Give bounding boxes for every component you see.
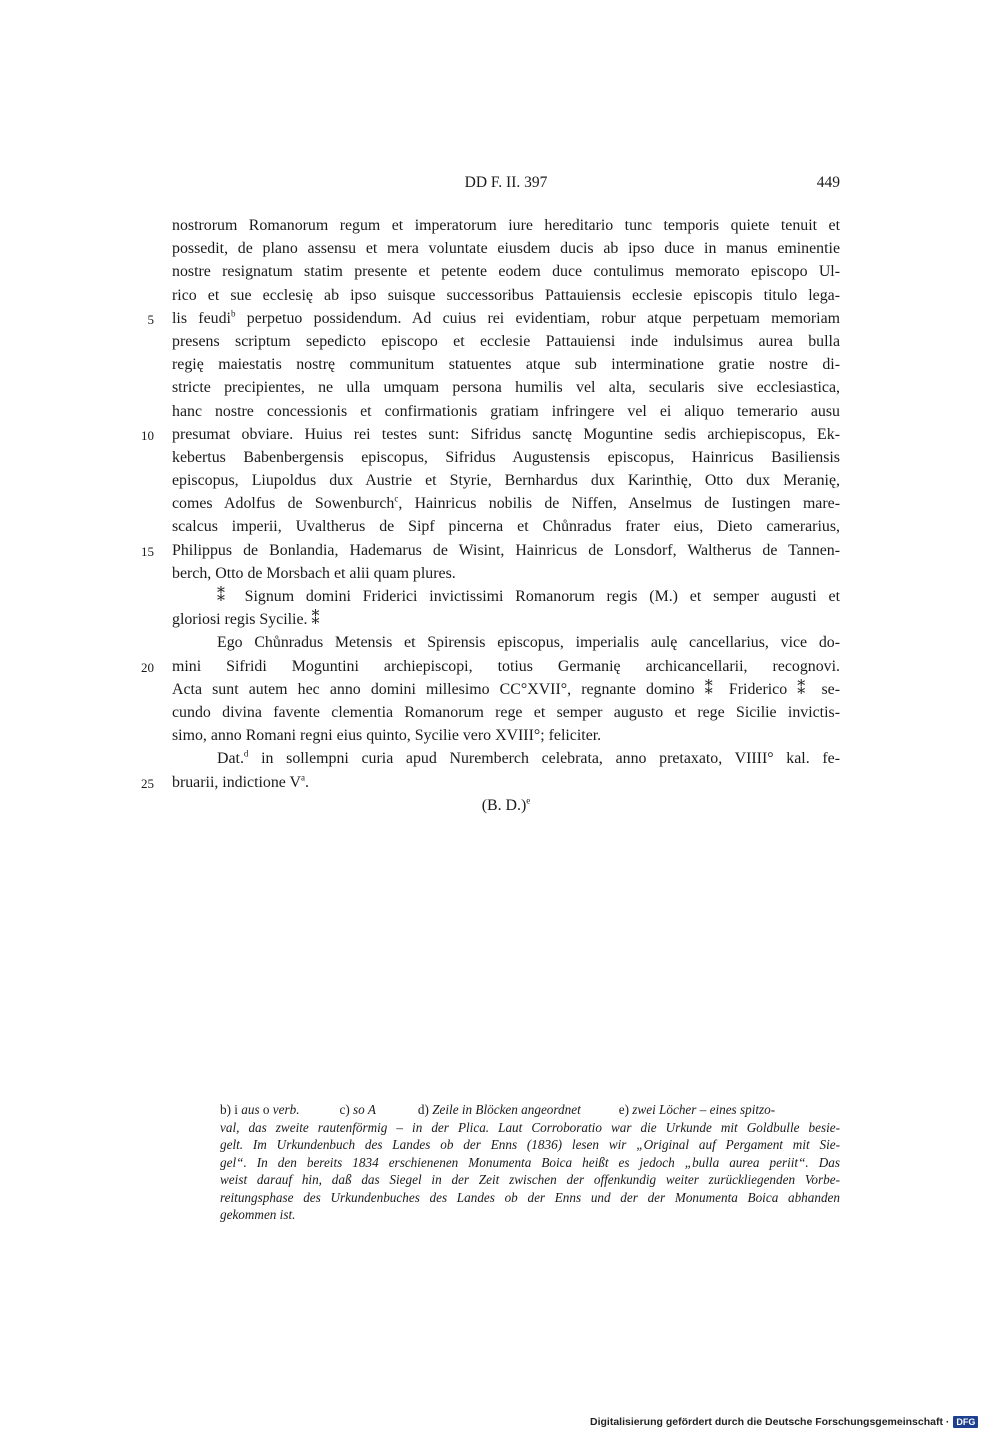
text-line: ⁑ Signum domini Friderici invictissimi Romanorum regis (M.) et semper augusti et (217, 588, 840, 605)
text-line: stricte precipientes, ne ulla umquam persona humilis vel alta, secularis sive ecclesiastica, (172, 379, 840, 397)
footnote-ref: d (243, 749, 249, 760)
text-segment: bruarii, indictione V (172, 773, 302, 791)
text-line: gloriosi regis Sycilie. ⁑ (172, 611, 320, 629)
text-segment: in sollempni curia apud Nuremberch celebrata, anno pretaxato, VIIII° kal. fe- (248, 750, 840, 768)
text-segment: comes Adolfus de Sowenburch (172, 495, 395, 513)
text-line: regię maiestatis nostrę communitum statuentes atque sub interminatione gratie nostre di- (172, 356, 840, 374)
text-segment: perpetuo possidendum. Ad cuius rei evidentiam, robur atque perpetuam memoriam (235, 309, 841, 327)
text-line (172, 492, 840, 515)
text-line: episcopus, Liupoldus dux Austrie et Styrie, Bernhardus dux Karinthię, Otto dux Meranię, (172, 472, 840, 490)
footnote-label: b) i (220, 1102, 242, 1117)
line-number: 5 (147, 312, 154, 327)
footnote-label: d) (417, 1102, 433, 1117)
footnote-line (220, 1189, 840, 1207)
text-line: Acta sunt autem hec anno domini millesimo CC°XVII°, regnante domino ⁑ Friderico ⁑ se- (172, 680, 840, 698)
footnote-ref: a (301, 772, 306, 783)
text-line (172, 747, 840, 770)
text-segment: , Hainricus nobilis de Niffen, Anselmus de Iustingen mare- (398, 495, 840, 513)
line-number: 15 (141, 544, 154, 559)
footnote-line (220, 1119, 840, 1137)
text-line: nostrorum Romanorum regum et imperatorum iure hereditario tunc temporis quiete tenuit et (172, 217, 840, 234)
text-line: Philippus de Bonlandia, Hademarus de Wisint, Hainricus de Lonsdorf, Waltherus de Tannen- (172, 541, 840, 559)
footnote-text: zwei Löcher – eines spitzo- (632, 1102, 776, 1117)
text-line (172, 794, 840, 817)
footnote-line (220, 1101, 840, 1119)
text-line: possedit, de plano assensu et mera voluntate eiusdem ducis ab ipso duce in manus eminentie (172, 240, 840, 258)
text-segment: lis feudi (172, 309, 231, 327)
running-title: DD F. II. 397 (464, 174, 548, 191)
funding-text: Digitalisierung gefördert durch die Deutsche Forschungsgemeinschaft · (590, 1416, 950, 1428)
text-line: rico et sue ecclesię ab ipso suisque successoribus Pattauiensis ecclesie episcopis titulo lega- (172, 286, 840, 304)
dfg-logo: DFG (953, 1416, 978, 1428)
text-segment: Dat. (217, 750, 244, 768)
funding-footer (590, 1416, 990, 1432)
footnote-text: so A (353, 1102, 376, 1117)
footnote-label: c) (339, 1102, 354, 1117)
footnote-line (220, 1171, 840, 1189)
line-number: 10 (141, 428, 154, 443)
footnote-ref: b (230, 308, 236, 319)
text-line: nostre resignatum statim presente et petente eodem duce contulimus memorato episcopo Ul- (172, 263, 840, 281)
page-number: 449 (816, 174, 840, 191)
footnote-text: gekommen ist. (220, 1207, 296, 1222)
running-header (172, 174, 840, 194)
line-number: 25 (141, 776, 154, 791)
text-line: kebertus Babenbergensis episcopus, Sifridus Augustensis episcopus, Hainricus Basiliensis (172, 448, 840, 466)
footnote-label: e) (618, 1102, 633, 1117)
footnote-text: gel“. In den bereits 1834 erschienenen Monumenta Boica heißt es jedoch „bulla aurea periit“. Das (220, 1154, 840, 1170)
text-line (172, 307, 840, 330)
footnote-line (220, 1154, 840, 1172)
footnotes (220, 1101, 840, 1224)
text-line: cundo divina favente clementia Romanorum rege et semper augusto et rege Sicilie invictis- (172, 703, 840, 721)
text-line: berch, Otto de Morsbach et alii quam plures. (172, 564, 456, 582)
text-line: scalcus imperii, Uvaltherus de Sipf pincerna et Chůnradus frater eius, Dieto camerarius, (172, 518, 840, 536)
line-number: 20 (141, 660, 154, 675)
footnote-text: o (259, 1102, 273, 1117)
footnote-text: Zeile in Blöcken angeordnet (432, 1102, 581, 1117)
footnote-text: aus (241, 1102, 260, 1117)
footnote-line (220, 1206, 840, 1224)
footnote-text: val, das zweite rautenförmig – in der Plica. Laut Corroboratio war die Urkunde mit Goldbulle besie- (220, 1119, 840, 1135)
text-segment: . (305, 773, 309, 791)
footnote-ref: c (394, 493, 399, 504)
text-line: hanc nostre concessionis et confirmationis gratiam infringere vel ei aliquo temerario ausu (172, 402, 840, 420)
footnote-text: verb. (272, 1102, 300, 1117)
text-line (172, 771, 840, 794)
footnote-text: weist darauf hin, daß das Siegel in der Zeit zwischen der offenkundig weiter zurückliegenden Vorbe- (220, 1172, 840, 1187)
seal-note: (B. D.) (481, 796, 527, 814)
footnote-line (220, 1136, 840, 1154)
text-line: simo, anno Romani regni eius quinto, Sycilie vero XVIII°; feliciter. (172, 727, 602, 745)
text-line: mini Sifridi Moguntini archiepiscopi, totius Germanię archicancellarii, recognovi. (172, 657, 840, 675)
document-body (172, 214, 840, 817)
text-line: presens scriptum sepedicto episcopo et ecclesie Pattauiensi inde indulsimus aurea bulla (172, 332, 840, 350)
footnote-text: gelt. Im Urkundenbuch des Landes ob der Enns (1836) lesen wir „Original auf Pergament mit Sie- (220, 1137, 840, 1152)
text-line: presumat obviare. Huius rei testes sunt: Sifridus sanctę Moguntine sedis archiepiscopus, Ek- (172, 425, 840, 443)
text-line: Ego Chůnradus Metensis et Spirensis episcopus, imperialis aulę cancellarius, vice do- (217, 634, 840, 652)
footnote-text: reitungsphase des Urkundenbuches des Landes ob der Enns und der der Monumenta Boica abhanden (220, 1189, 840, 1205)
footnote-ref: e (526, 795, 531, 806)
